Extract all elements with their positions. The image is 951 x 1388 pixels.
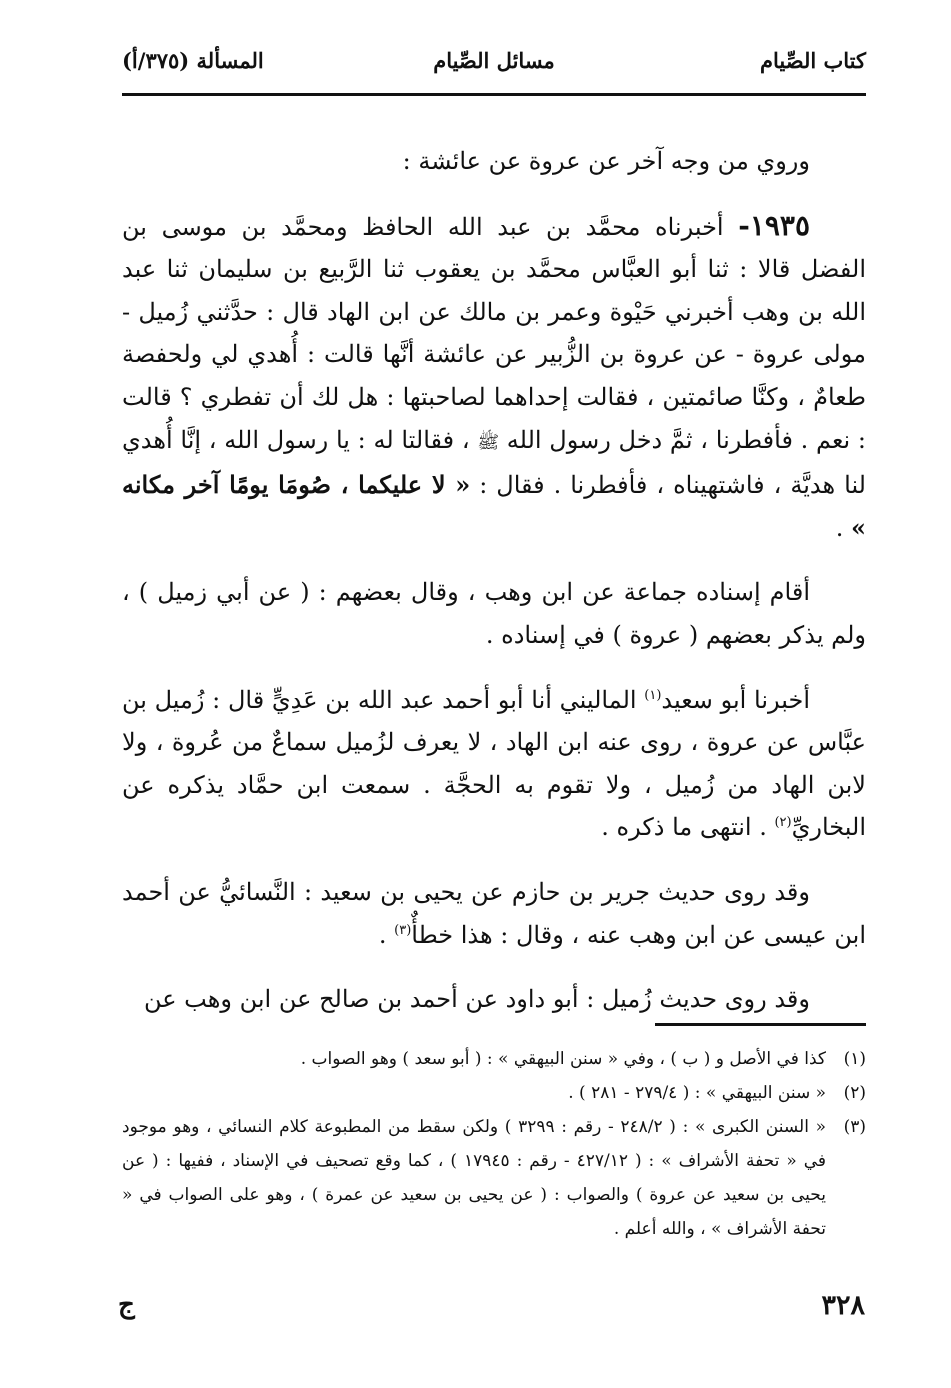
hadith-number: ١٩٣٥- [738,208,810,242]
header-issue-number: المسألة (٣٧٥/أ) [122,48,264,73]
isnad-paragraph: أقام إسناده جماعة عن ابن وهب ، وقال بعضهم : ( عن أبي زميل ) ، ولم يذكر بعضهم ( عروة ) في إسناده . [122,578,866,649]
main-text [122,140,866,1043]
para3-text-a: أخبرنا أبو سعيد [661,685,811,714]
para4-text-b: . [378,920,395,949]
intro-paragraph: وروي من وجه آخر عن عروة عن عائشة : [402,147,810,175]
footnote-ref-2[interactable]: (٢) [774,815,792,831]
footnote-ref-1[interactable]: (١) [644,687,662,703]
footnotes [122,1042,866,1246]
abu-dawud-paragraph: وقد روى حديث زُميل : أبو داود عن أحمد بن صالح عن ابن وهب عن [143,985,810,1014]
hadith-text-part2: ، فقالتا له : يا رسول الله ، إنَّا أُهدي لنا هديَّة ، فاشتهيناه ، فأفطرنا . فقال : [122,425,866,500]
footnote-1 [122,1042,866,1076]
footnote-number: (١) [843,1049,866,1069]
header-book-title: كتاب الصِّيام [760,48,866,73]
prophet-salutation-mark: ﷺ [477,431,500,453]
footnote-ref-3[interactable]: (٣) [394,922,412,938]
para4-text-a: وقد روى حديث جرير بن حازم عن يحيى بن سعيد : النَّسائيُّ عن أحمد ابن عيسى عن ابن وهب عنه ، وقال : هذا خطأٌ [122,877,866,949]
footnote-number: (٢) [843,1083,866,1103]
nasai-paragraph [122,871,866,956]
hadith-quote: « لا عليكما ، صُومَا يومًا آخر مكانه » [122,470,866,542]
footnote-2 [122,1076,866,1110]
hadith-end: . [835,513,851,542]
para3-text-c: . انتهى ما ذكره . [601,813,775,842]
footnote-text: كذا في الأصل و ( ب ) ، وفي « سنن البيهقي » : ( أبو سعد ) وهو الصواب . [300,1049,826,1069]
footnote-3 [122,1110,866,1246]
footnote-text: « سنن البيهقي » : ( ٢٧٩/٤ - ٢٨١ ) . [568,1083,826,1103]
footnote-number: (٣) [843,1117,866,1137]
header-section-title: مسائل الصِّيام [433,48,555,73]
hadith-paragraph [122,205,866,550]
page-number: ٣٢٨ [821,1290,865,1321]
ibn-adi-paragraph [122,679,866,849]
volume-signature: ج [118,1290,135,1320]
footnote-divider [655,1023,866,1026]
footnote-text: « السنن الكبرى » : ( ٢٤٨/٢ - رقم : ٣٢٩٩ ) ولكن سقط من المطبوعة كلام النسائي ، وهو موجود في « تحفة الأشراف » : ( ٤٢٧/١٢ - رقم : ١٧٩٤٥ ) ، كما وقع تصحيف في الإسناد ، ففيها : ( عن يحيى بن سعيد عن عروة ) والصواب : ( عن يحيى بن سعيد عن عمرة ) ، وهو على الصواب في « تحفة الأشراف » ، والله أعلم . [122,1117,827,1239]
hadith-text-part1: أخبرناه محمَّد بن عبد الله الحافظ ومحمَّد بن موسى بن الفضل قالا : ثنا أبو العبَّاس محمَّد بن يعقوب ثنا الرَّبيع بن سليمان ثنا عبد الله بن وهب أخبرني حَيْوة وعمر بن مالك عن ابن الهاد قال : حدَّثني زُميل - مولى عروة - عن عروة بن الزُّبير عن عائشة أنَّها قالت : أُهدي لي ولحفصة طعامٌ ، وكنَّا صائمتين ، فقالت إحداهما لصاحبتها : هل لك أن تفطري ؟ قالت : نعم . فأفطرنا ، ثمَّ دخل رسول الله [122,212,866,454]
para3-text-b: الماليني أنا أبو أحمد عبد الله بن عَدِيٍّ قال : زُميل بن عبَّاس عن عروة ، روى عنه ابن الهاد ، لا يعرف لزُميل سماعٌ من عُروة ، ولا لابن الهاد من زُميل ، ولا تقوم به الحجَّة . سمعت ابن حمَّاد يذكره عن البخاريِّ [122,685,866,842]
header-divider [122,93,866,96]
running-header [122,48,866,88]
